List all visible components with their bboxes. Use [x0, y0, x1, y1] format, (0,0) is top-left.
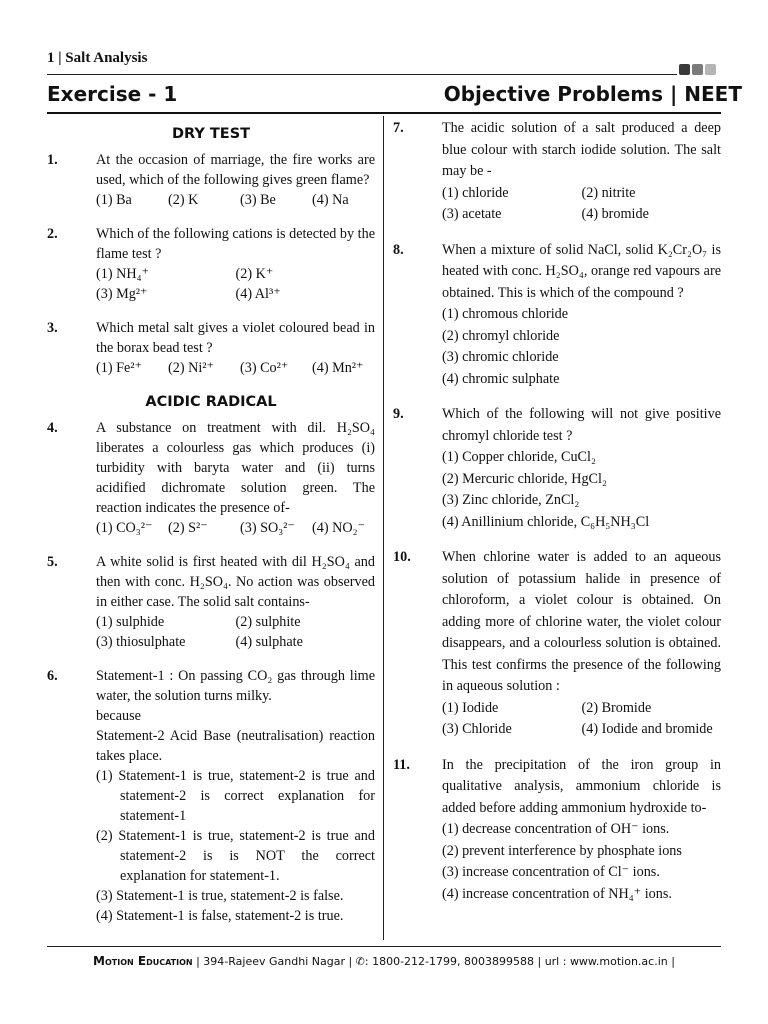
question-text: Which of the following cations is detected by the flame test ? — [96, 226, 375, 262]
question-3 — [47, 318, 375, 378]
options — [96, 358, 375, 378]
option[interactable]: (4) Na — [312, 192, 349, 208]
title-rule — [47, 112, 721, 114]
options — [96, 190, 375, 210]
option[interactable]: (4) Statement-1 is false, statement-2 is true. — [96, 908, 344, 924]
option[interactable]: (2) nitrite — [581, 184, 636, 201]
question-number: 5. — [47, 554, 58, 570]
option[interactable]: (3) increase concentration of Cl⁻ ions. — [442, 864, 660, 880]
section-heading-dry-test: DRY TEST — [171, 126, 251, 142]
left-column — [47, 118, 375, 940]
footer-contact: | 394-Rajeev Gandhi Nagar | ✆: 1800-212-1799, 8003899588 | url : www.motion.ac.in | — [192, 955, 675, 968]
question-number: 3. — [47, 320, 58, 336]
question-number: 6. — [47, 668, 58, 684]
options — [96, 612, 375, 652]
footer-brand: Motion Education — [93, 954, 193, 968]
question-11 — [393, 755, 721, 906]
option[interactable]: (2) Ni²⁺ — [168, 360, 215, 376]
option[interactable]: (4) Al³⁺ — [235, 286, 281, 302]
option[interactable]: (3) Be — [240, 192, 276, 208]
options — [96, 264, 375, 304]
option[interactable]: (3) Co²⁺ — [240, 360, 289, 376]
option[interactable]: (1) chromous chloride — [442, 306, 569, 322]
option[interactable]: (4) NO₂⁻ — [312, 520, 366, 536]
option[interactable]: (1) chloride — [442, 184, 509, 201]
running-title: 1 | Salt Analysis — [47, 50, 148, 66]
question-6 — [47, 666, 375, 926]
option[interactable]: (4) sulphate — [235, 634, 303, 650]
question-number: 7. — [393, 120, 404, 136]
option[interactable]: (1) Copper chloride, CuCl₂ — [442, 449, 596, 465]
option[interactable]: (1) Ba — [96, 192, 132, 208]
question-8 — [393, 240, 721, 391]
option[interactable]: (3) chromic chloride — [442, 349, 559, 365]
question-number: 4. — [47, 420, 58, 436]
question-number: 9. — [393, 406, 404, 422]
decor-box-1 — [679, 64, 690, 75]
options — [96, 518, 375, 538]
question-10 — [393, 547, 721, 741]
question-text: Which metal salt gives a violet coloured bead in the borax bead test ? — [96, 320, 375, 356]
option[interactable]: (4) Anillinium chloride, C₆H₅NH₃Cl — [442, 513, 650, 530]
statement-1: Statement-1 : On passing CO₂ gas through lime water, the solution turns milky. — [96, 668, 375, 704]
decor-box-3 — [705, 64, 716, 75]
question-number: 11. — [393, 756, 410, 773]
question-7 — [393, 118, 721, 226]
option[interactable]: (3) acetate — [442, 206, 502, 222]
option[interactable]: (2) prevent interference by phosphate ions — [442, 842, 682, 859]
question-number: 2. — [47, 226, 58, 242]
option[interactable]: (2) chromyl chloride — [442, 327, 560, 344]
decor-box-2 — [692, 64, 703, 75]
question-text: At the occasion of marriage, the fire works are used, which of the following gives green flame? — [96, 152, 375, 188]
footer-rule — [47, 946, 721, 947]
option[interactable]: (1) CO₃²⁻ — [96, 520, 153, 536]
question-number: 10. — [393, 549, 411, 565]
option[interactable]: (2) sulphite — [235, 614, 301, 630]
option[interactable]: (3) Zinc chloride, ZnCl₂ — [442, 492, 580, 508]
option[interactable]: (4) Iodide and bromide — [581, 721, 713, 737]
option[interactable]: (1) NH₄⁺ — [96, 266, 150, 282]
question-1 — [47, 150, 375, 210]
option[interactable]: (4) bromide — [581, 206, 649, 222]
option[interactable]: (2) S²⁻ — [168, 520, 208, 536]
right-column — [393, 118, 721, 919]
options — [442, 183, 721, 226]
question-text: The acidic solution of a salt produced a deep blue colour with starch iodide solution. The salt may be - — [442, 120, 721, 179]
option[interactable]: (4) chromic sulphate — [442, 370, 560, 387]
question-number: 8. — [393, 241, 404, 258]
option[interactable]: (3) SO₃²⁻ — [240, 520, 295, 536]
question-text: A white solid is first heated with dil H₂SO₄ and then with conc. H₂SO₄. No action was observed in either case. The solid salt contains- — [96, 554, 375, 610]
option[interactable]: (1) Statement-1 is true, statement-2 is true and statement-2 is correct explanation for statement-1 — [96, 768, 375, 824]
header-rule — [47, 74, 677, 75]
question-9 — [393, 404, 721, 533]
question-text: Which of the following will not give positive chromyl chloride test ? — [442, 406, 721, 444]
option[interactable]: (2) Statement-1 is true, statement-2 is true and statement-2 is is NOT the correct explanation for statement-1. — [96, 828, 375, 884]
statement-2: Statement-2 Acid Base (neutralisation) reaction takes place. — [96, 728, 375, 764]
question-number: 1. — [47, 152, 58, 168]
question-text: In the precipitation of the iron group in qualitative analysis, ammonium chloride is added before adding ammonium hydroxide to- — [442, 756, 721, 816]
question-text: A substance on treatment with dil. H₂SO₄ liberates a colourless gas which produces (i) turbidity with baryta water and (ii) turns acidified dichromate solution green. The reaction indicates the presence of- — [96, 420, 375, 516]
connector-because: because — [96, 708, 141, 724]
question-5 — [47, 552, 375, 652]
option[interactable]: (1) decrease concentration of OH⁻ ions. — [442, 821, 670, 837]
option[interactable]: (1) sulphide — [96, 614, 165, 630]
option[interactable]: (1) Iodide — [442, 699, 499, 716]
section-heading-acidic-radical: ACIDIC RADICAL — [145, 394, 277, 410]
option[interactable]: (3) thiosulphate — [96, 634, 186, 650]
option[interactable]: (2) Mercuric chloride, HgCl₂ — [442, 470, 607, 487]
option[interactable]: (2) K⁺ — [235, 266, 274, 282]
option[interactable]: (3) Statement-1 is true, statement-2 is false. — [96, 888, 344, 904]
options — [442, 698, 721, 741]
question-4 — [47, 418, 375, 538]
exercise-title: Exercise - 1 — [47, 82, 178, 106]
option[interactable]: (4) Mn²⁺ — [312, 360, 364, 376]
option[interactable]: (3) Chloride — [442, 721, 512, 737]
page-subtitle: Objective Problems | NEET — [443, 82, 742, 106]
option[interactable]: (2) K — [168, 192, 199, 208]
footer — [47, 954, 721, 968]
option[interactable]: (1) Fe²⁺ — [96, 360, 143, 376]
question-2 — [47, 224, 375, 304]
header-decoration — [679, 62, 718, 80]
question-text: When a mixture of solid NaCl, solid K₂Cr₂O₇ is heated with conc. H₂SO₄, orange red vapours are obtained. This is which of the compound ? — [442, 241, 721, 301]
option[interactable]: (3) Mg²⁺ — [96, 286, 148, 302]
option[interactable]: (4) increase concentration of NH₄⁺ ions. — [442, 885, 672, 902]
question-text: When chlorine water is added to an aqueous solution of potassium halide in presence of chloroform, a violet colour is obtained. On adding more of chlorine water, the violet colour disappears, and a colourless solution is obtained. This test confirms the presence of the following in aqueous solution : — [442, 549, 721, 694]
option[interactable]: (2) Bromide — [581, 699, 652, 716]
